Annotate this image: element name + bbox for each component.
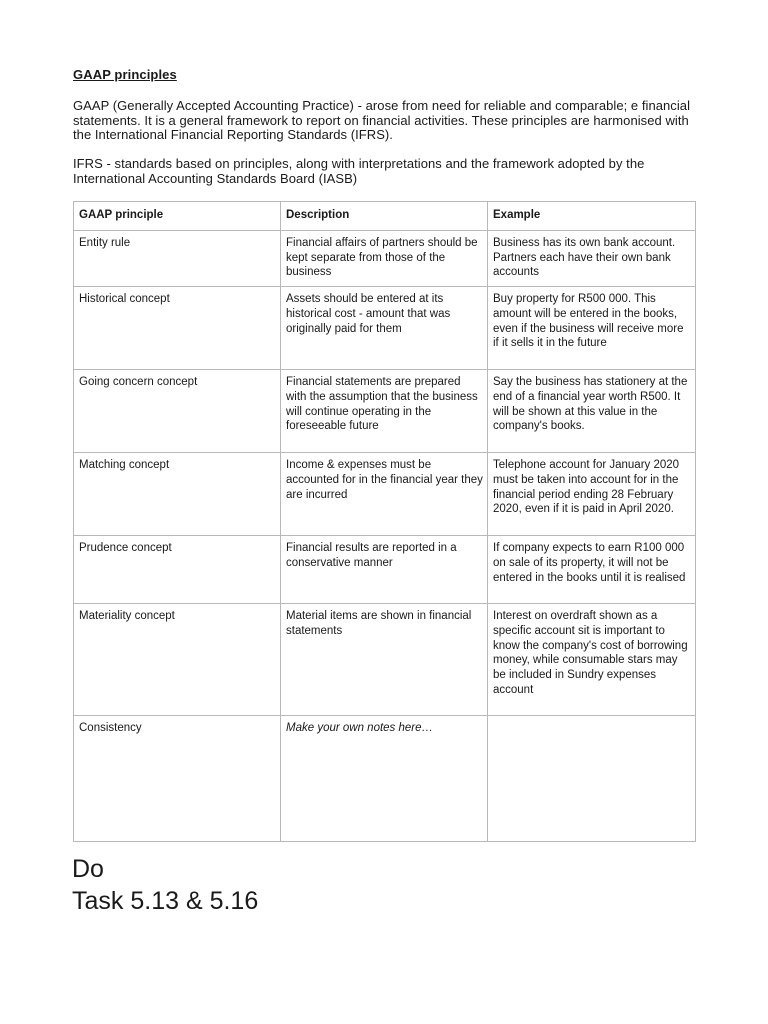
description-cell: Financial results are reported in a conservative manner — [281, 536, 488, 604]
column-header-description: Description — [281, 202, 488, 231]
table-row — [74, 370, 696, 453]
description-cell: Material items are shown in financial statements — [281, 604, 488, 716]
description-cell: Assets should be entered at its historical cost - amount that was originally paid for them — [281, 287, 488, 370]
example-cell: Buy property for R500 000. This amount will be entered in the books, even if the business will receive more if it sells it in the future — [488, 287, 696, 370]
example-cell: Say the business has stationery at the end of a financial year worth R500. It will be shown at this value in the company's books. — [488, 370, 696, 453]
principle-cell: Prudence concept — [74, 536, 281, 604]
page-title: GAAP principles — [73, 67, 177, 82]
example-cell: If company expects to earn R100 000 on sale of its property, it will not be entered in the books until it is realised — [488, 536, 696, 604]
gaap-intro-paragraph: GAAP (Generally Accepted Accounting Practice) - arose from need for reliable and comparable; e financial statements. It is a general framework to report on financial activities. These principles are harmonised with the International Financial Reporting Standards (IFRS). — [73, 98, 691, 142]
principle-cell: Historical concept — [74, 287, 281, 370]
example-cell: Business has its own bank account. Partners each have their own bank accounts — [488, 231, 696, 287]
principle-cell: Entity rule — [74, 231, 281, 287]
table-row — [74, 604, 696, 716]
principle-cell: Materiality concept — [74, 604, 281, 716]
principle-cell: Consistency — [74, 716, 281, 842]
task-instruction-reference: Task 5.13 & 5.16 — [72, 887, 259, 915]
gaap-principles-table — [73, 201, 696, 842]
example-cell: Telephone account for January 2020 must be taken into account for in the financial period ending 28 February 2020, even if it is paid in April 2020. — [488, 453, 696, 536]
description-cell: Financial statements are prepared with the assumption that the business will continue operating in the foreseeable future — [281, 370, 488, 453]
notes-placeholder-cell: Make your own notes here… — [281, 716, 488, 842]
task-instruction — [72, 853, 258, 917]
description-cell: Financial affairs of partners should be kept separate from those of the business — [281, 231, 488, 287]
principle-cell: Going concern concept — [74, 370, 281, 453]
table-row — [74, 287, 696, 370]
ifrs-intro-paragraph: IFRS - standards based on principles, along with interpretations and the framework adopted by the International Accounting Standards Board (IASB) — [73, 156, 645, 186]
task-instruction-do: Do — [72, 855, 104, 883]
table-row — [74, 536, 696, 604]
table-header-row — [74, 202, 696, 231]
example-cell: Interest on overdraft shown as a specific account sit is important to know the company's cost of borrowing money, while consumable stars may be included in Sundry expenses account — [488, 604, 696, 716]
column-header-principle: GAAP principle — [74, 202, 281, 231]
column-header-example: Example — [488, 202, 696, 231]
principle-cell: Matching concept — [74, 453, 281, 536]
table-row — [74, 716, 696, 842]
example-cell — [488, 716, 696, 842]
table-row — [74, 231, 696, 287]
description-cell: Income & expenses must be accounted for in the financial year they are incurred — [281, 453, 488, 536]
table-row — [74, 453, 696, 536]
